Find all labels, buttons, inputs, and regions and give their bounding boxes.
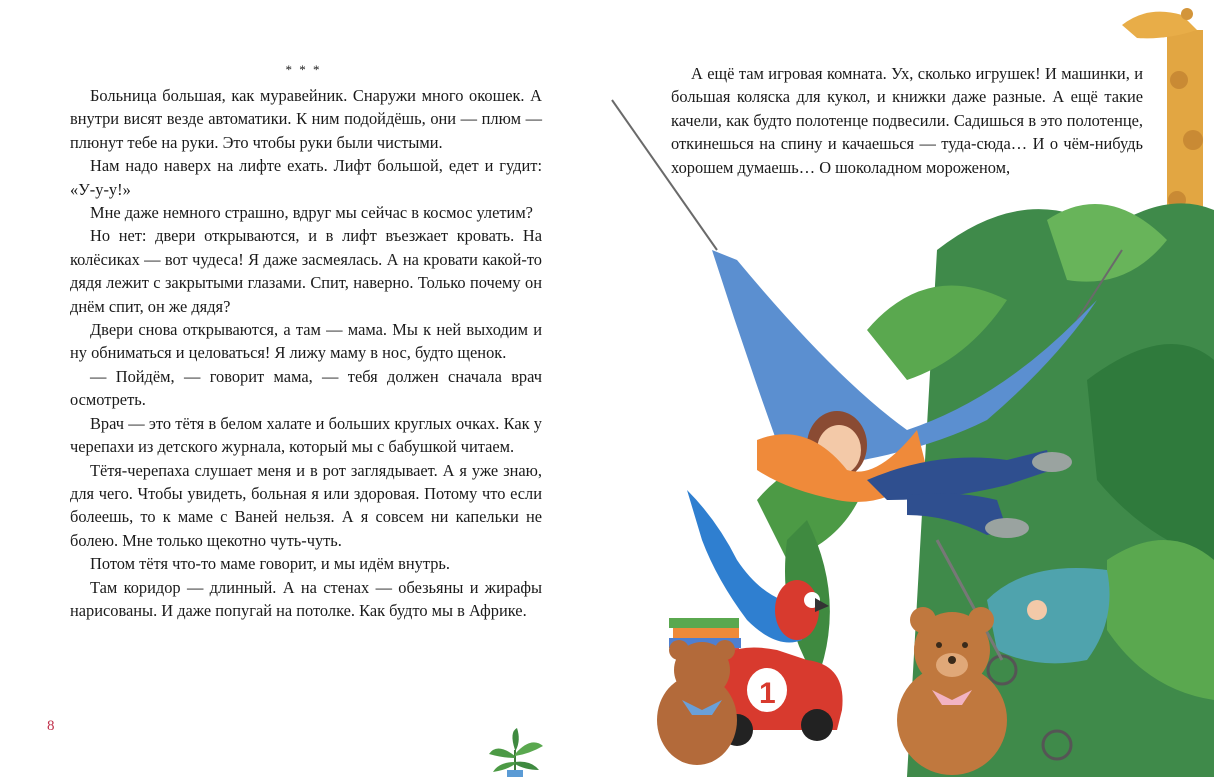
right-page [607,0,1214,777]
paragraph: А ещё там игровая комната. Ух, сколько игрушек! И машинки, и большая коляска для кукол, и книжки даже разные. А ещё такие качели, как будто полотенце подвесили. Садишься в это полотенце, откинешься на спину и качаешься — туда-сюда… И о чём-нибудь хорошем думаешь… О шоколадном мороженом, [671,64,1143,177]
paragraph: Тётя-черепаха слушает меня и в рот заглядывает. А я уже знаю, для чего. Чтобы увидеть, больная я или здоровая. Потому что если болеешь, то к маме с Ваней нельзя. А я совсем ни капельки не болею. Мне только щекотно чуть-чуть. [70,460,542,550]
paragraph: Врач — это тётя в белом халате и больших круглых очках. Как у черепахи из детского журнала, который мы с бабушкой читаем. [70,413,542,457]
paragraph: Нам надо наверх на лифте ехать. Лифт большой, едет и гудит: «У-у-у!» [70,156,542,199]
left-page-text [70,84,542,622]
section-separator: * * * [285,62,322,77]
paragraph: Там коридор — длинный. А на стенах — обезьяны и жирафы нарисованы. И даже попугай на потолке. Как будто мы в Африке. [70,577,542,620]
paragraph: Больница большая, как муравейник. Снаружи много окошек. А внутри висят везде автоматики. К ним подойдёшь, они — плюм — плюнут тебе на руки. Это чтобы руки были чистыми. [70,86,542,152]
paragraph: Но нет: двери открываются, и в лифт въезжает кровать. На колёсиках — вот чудеса! Я даже засмеялась. А на кровати какой-то дядя лежит с закрытыми глазами. Спит, наверно. Только почему он днём спит, он же дядя? [70,226,542,316]
paragraph: Мне даже немного страшно, вдруг мы сейчас в космос улетим? [90,203,533,223]
paragraph: Двери снова открываются, а там — мама. Мы к ней выходим и ну обниматься и целоваться! Я лижу маму в нос, будто щенок. [70,320,542,363]
toy-car-number: 1 [759,677,776,710]
small-teddy-bear [657,640,737,765]
paragraph: Потом тётя что-то маме говорит, и мы идём внутрь. [90,554,450,574]
paragraph: — Пойдём, — говорит мама, — тебя должен сначала врач осмотреть. [70,366,542,410]
small-plant-illustration [485,728,545,777]
page-number: 8 [47,718,55,734]
right-page-text [671,62,1143,179]
